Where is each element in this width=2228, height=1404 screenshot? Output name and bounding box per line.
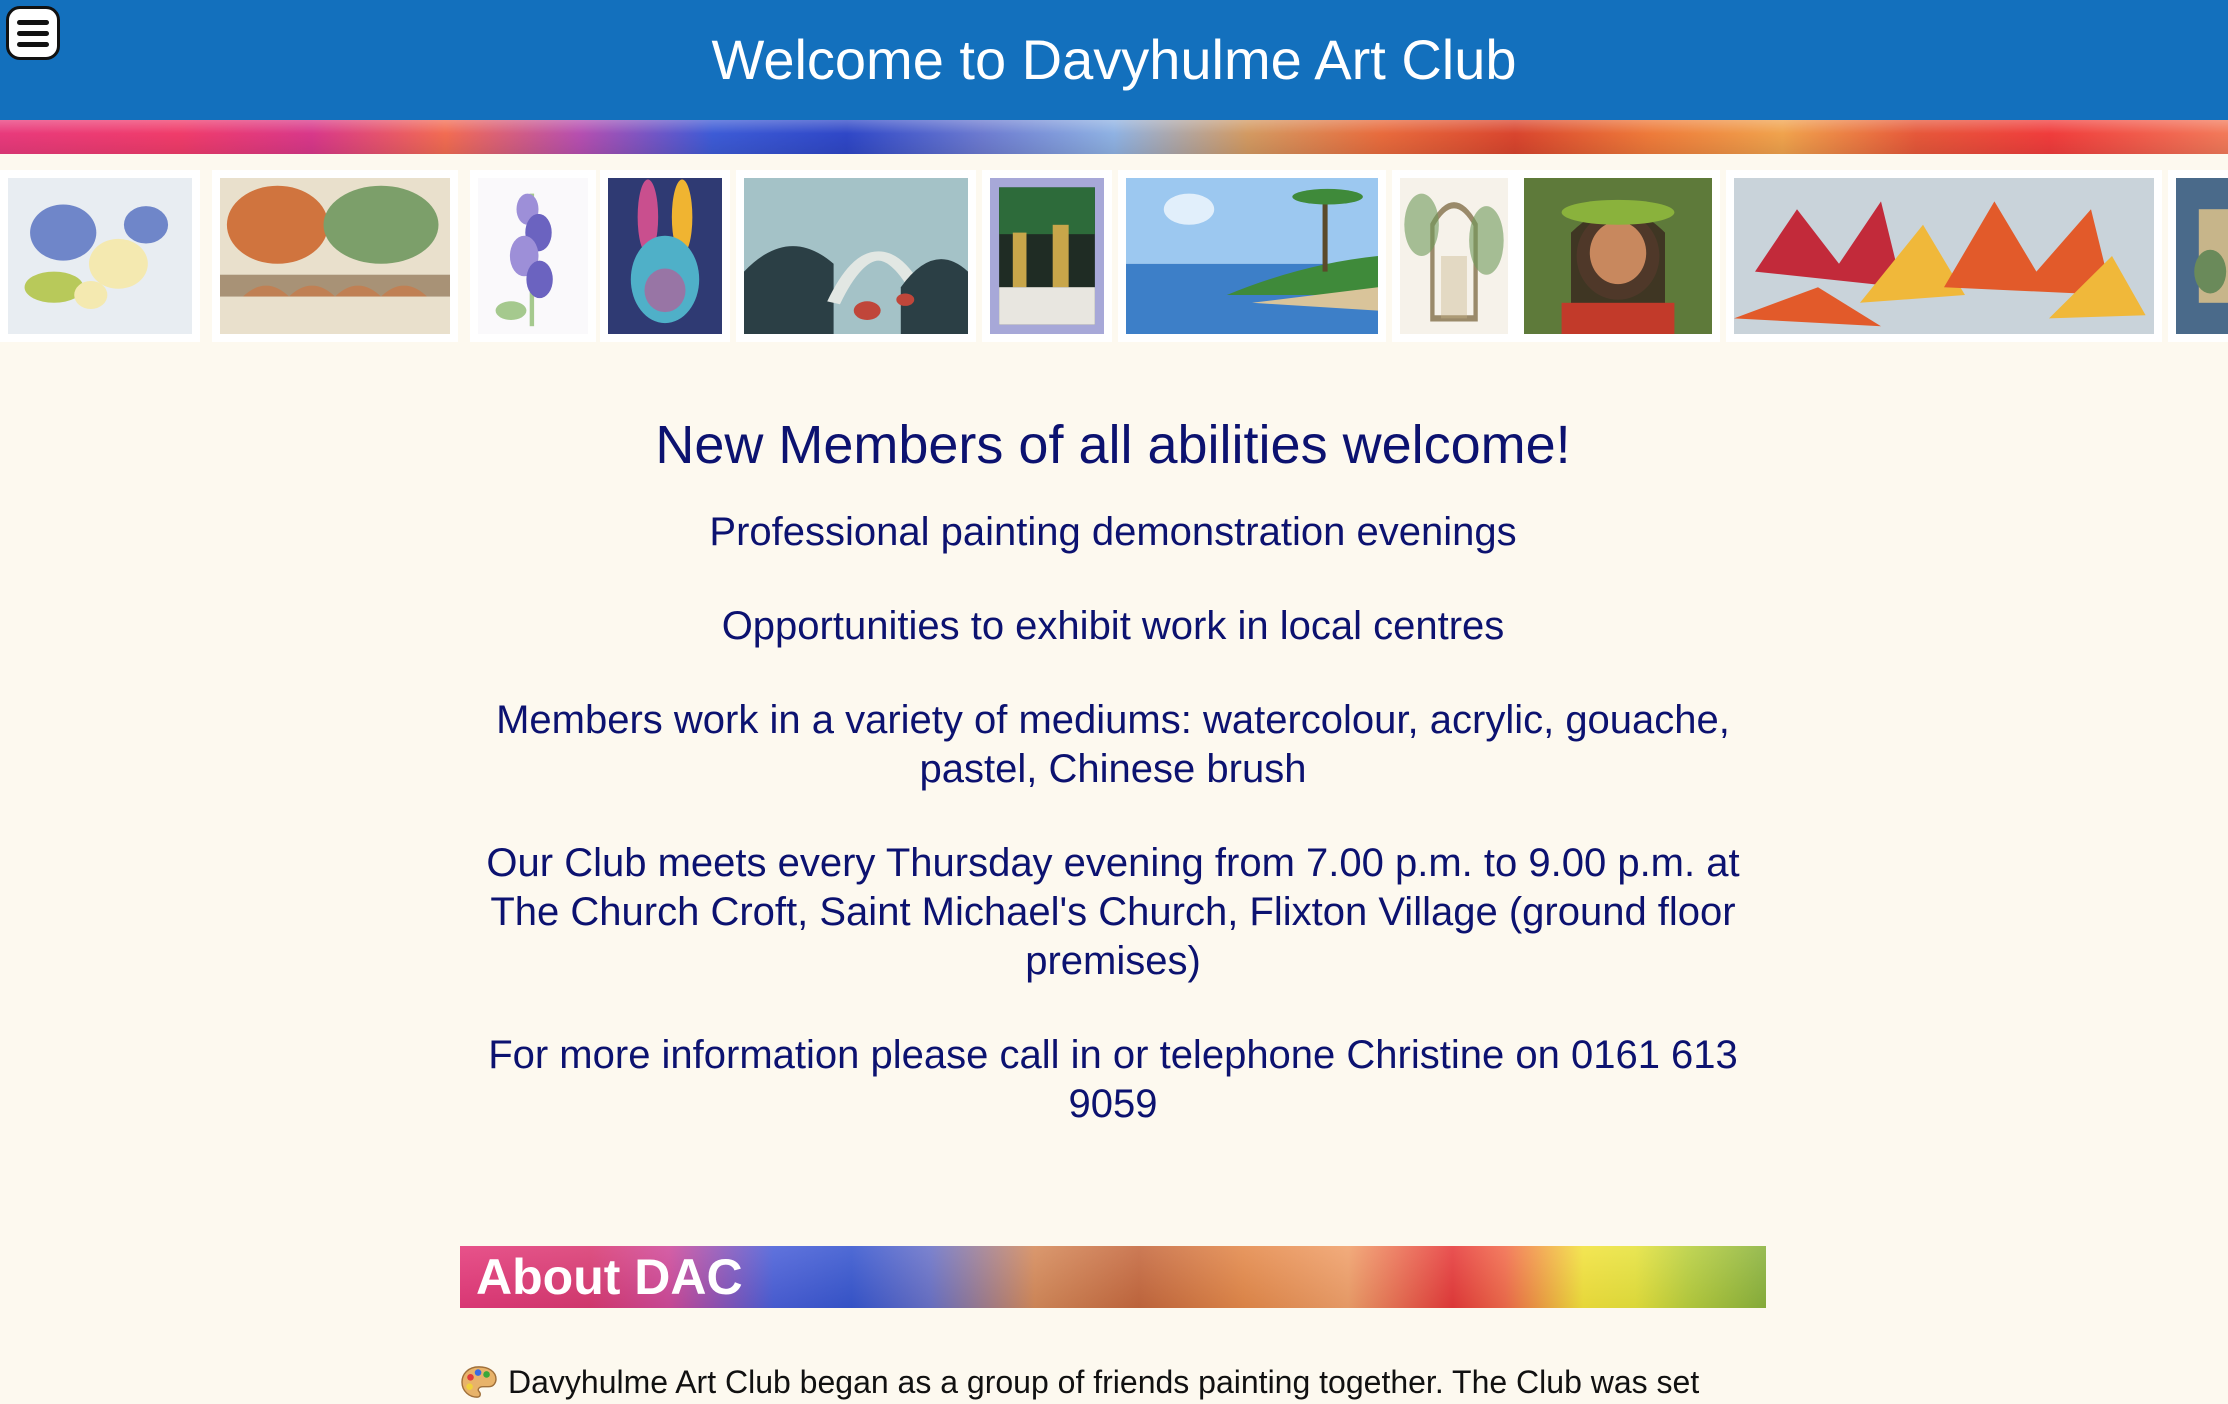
welcome-content [460, 410, 1766, 1174]
thumbnail-art [1734, 178, 2154, 334]
gallery-thumbnail[interactable] [1726, 170, 2162, 342]
about-intro-text [460, 1360, 1766, 1404]
gallery-thumbnail[interactable] [2168, 170, 2228, 342]
thumbnail-art [1524, 178, 1712, 334]
thumbnail-art [2176, 178, 2228, 334]
thumbnail-art [8, 178, 192, 334]
header-rainbow-strip [0, 120, 2228, 154]
gallery-thumbnail[interactable] [1392, 170, 1516, 342]
about-intro-sentence: Davyhulme Art Club began as a group of friends painting together. The Club was set [508, 1364, 1700, 1400]
artwork-gallery [0, 170, 2228, 342]
about-section-title: About DAC [476, 1249, 743, 1305]
gallery-thumbnail[interactable] [982, 170, 1112, 342]
gallery-thumbnail[interactable] [600, 170, 730, 342]
thumbnail-art [478, 178, 588, 334]
gallery-thumbnail[interactable] [1118, 170, 1386, 342]
thumbnail-art [990, 178, 1104, 334]
thumbnail-art [1400, 178, 1508, 334]
info-paragraph: Our Club meets every Thursday evening from 7.00 p.m. to 9.00 p.m. at The Church Croft, Saint Michael's Church, Flixton Village (ground floor premises) [486, 841, 1740, 983]
gallery-thumbnail[interactable] [212, 170, 458, 342]
info-paragraph: Opportunities to exhibit work in local centres [721, 604, 1505, 648]
info-paragraph: Professional painting demonstration evenings [709, 510, 1517, 554]
site-header [0, 0, 2228, 120]
thumbnail-art [1126, 178, 1378, 334]
thumbnail-art [608, 178, 722, 334]
welcome-headline: New Members of all abilities welcome! [655, 415, 1571, 475]
site-title: Welcome to Davyhulme Art Club [711, 28, 1517, 91]
gallery-thumbnail[interactable] [470, 170, 596, 342]
paint-palette-icon [460, 1365, 498, 1399]
gallery-thumbnail[interactable] [0, 170, 200, 342]
thumbnail-art [744, 178, 968, 334]
info-paragraph: For more information please call in or telephone Christine on 0161 613 9059 [488, 1033, 1738, 1126]
about-section-banner [460, 1246, 1766, 1308]
gallery-thumbnail[interactable] [736, 170, 976, 342]
gallery-thumbnail[interactable] [1516, 170, 1720, 342]
thumbnail-art [220, 178, 450, 334]
info-paragraph: Members work in a variety of mediums: watercolour, acrylic, gouache, pastel, Chinese brush [496, 698, 1730, 791]
